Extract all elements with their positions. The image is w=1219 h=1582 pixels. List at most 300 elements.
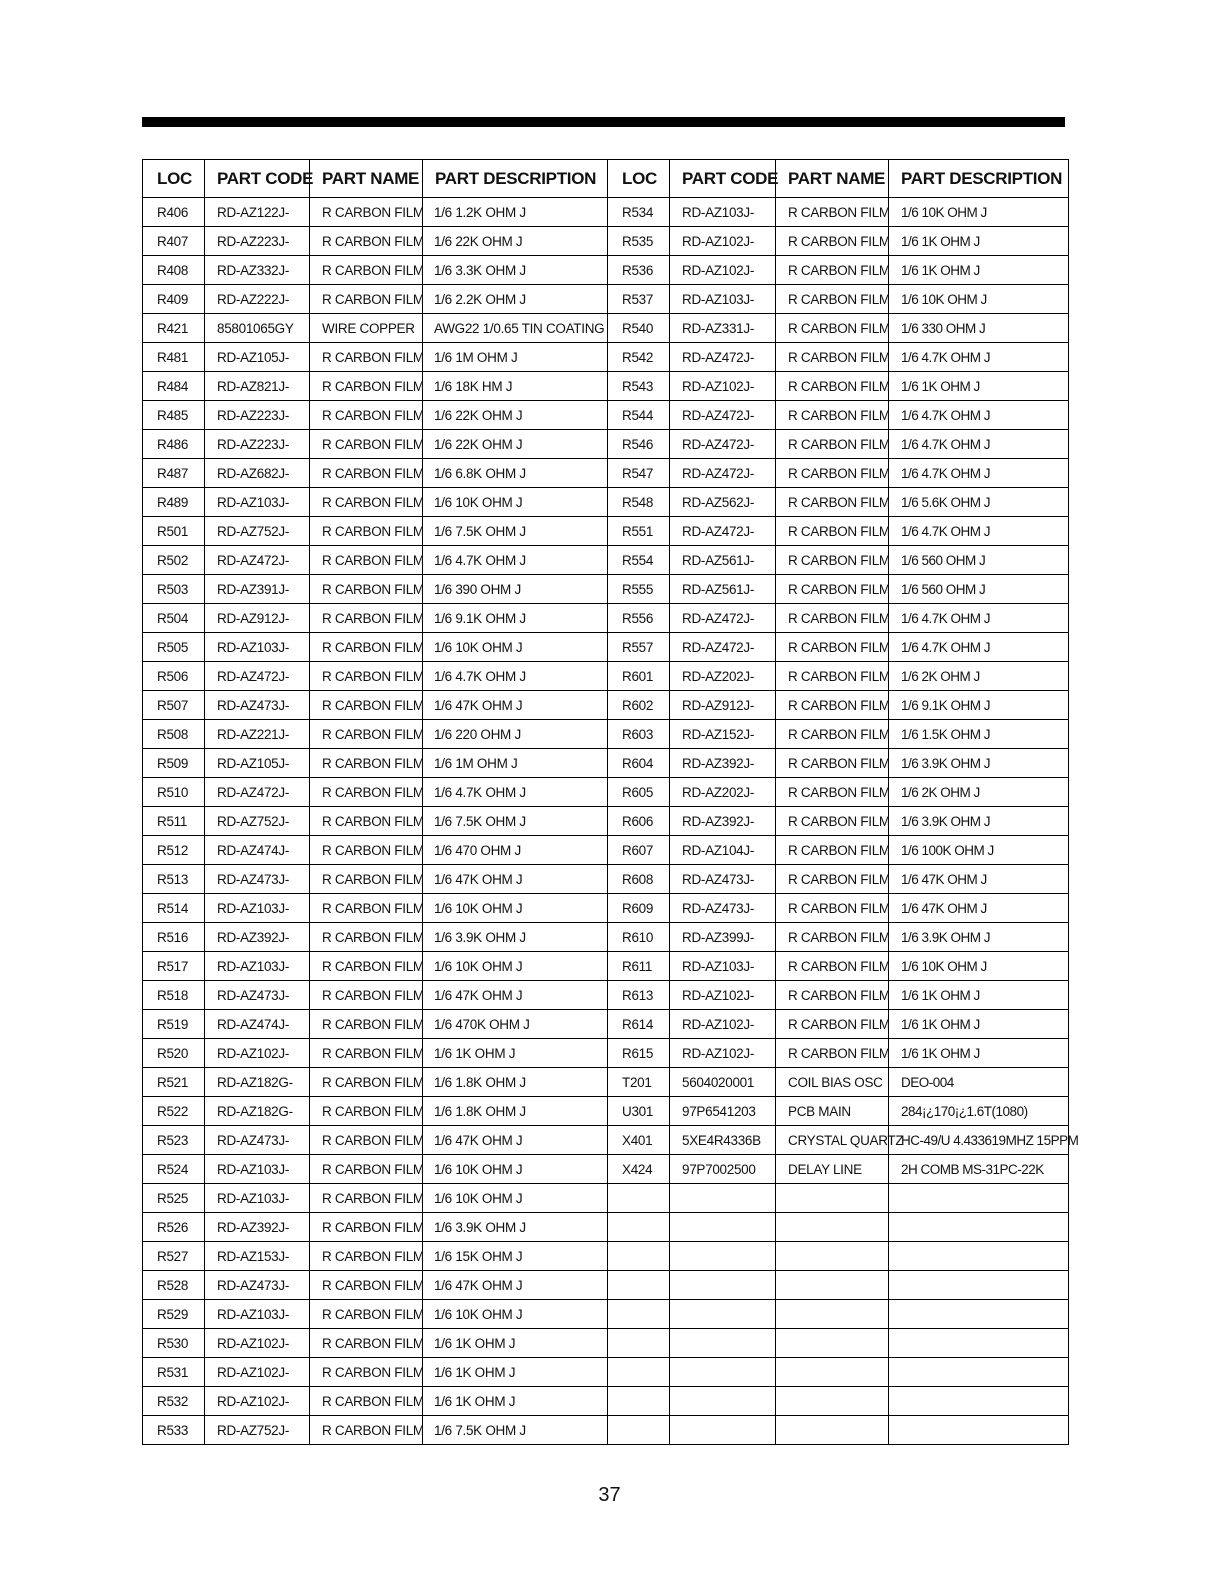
cell-part-name: R CARBON FILM — [310, 807, 423, 836]
header-part-description-right: PART DESCRIPTION — [889, 160, 1069, 198]
cell-part-name-right — [776, 1242, 889, 1271]
cell-loc: R527 — [143, 1242, 205, 1271]
header-part-description: PART DESCRIPTION — [423, 160, 608, 198]
cell-part-code: RD-AZ103J- — [205, 1300, 310, 1329]
cell-part-name-right — [776, 1358, 889, 1387]
cell-part-description-right: 1/6 10K OHM J — [889, 198, 1069, 227]
cell-part-name-right: R CARBON FILM — [776, 894, 889, 923]
cell-part-name: R CARBON FILM — [310, 575, 423, 604]
cell-part-code: RD-AZ223J- — [205, 227, 310, 256]
cell-part-code: RD-AZ821J- — [205, 372, 310, 401]
cell-part-name-right: PCB MAIN — [776, 1097, 889, 1126]
table-row — [143, 1387, 1069, 1416]
cell-part-code-right: RD-AZ472J- — [670, 343, 776, 372]
cell-loc: R524 — [143, 1155, 205, 1184]
cell-loc-right: R557 — [608, 633, 670, 662]
cell-part-name: R CARBON FILM — [310, 1416, 423, 1445]
cell-part-name: R CARBON FILM — [310, 865, 423, 894]
cell-part-description: 1/6 3.3K OHM J — [423, 256, 608, 285]
cell-part-code: RD-AZ102J- — [205, 1329, 310, 1358]
cell-part-code-right: RD-AZ472J- — [670, 517, 776, 546]
cell-part-description: 1/6 10K OHM J — [423, 1184, 608, 1213]
cell-part-description-right: DEO-004 — [889, 1068, 1069, 1097]
cell-part-description-right: 1/6 1.5K OHM J — [889, 720, 1069, 749]
cell-part-description: 1/6 1.8K OHM J — [423, 1097, 608, 1126]
cell-part-name-right: R CARBON FILM — [776, 662, 889, 691]
cell-part-name-right: R CARBON FILM — [776, 314, 889, 343]
cell-part-code-right: 5604020001 — [670, 1068, 776, 1097]
cell-loc: R522 — [143, 1097, 205, 1126]
cell-loc-right — [608, 1271, 670, 1300]
cell-part-code: RD-AZ103J- — [205, 894, 310, 923]
cell-part-code-right — [670, 1184, 776, 1213]
cell-part-name: R CARBON FILM — [310, 1358, 423, 1387]
cell-part-name-right: R CARBON FILM — [776, 575, 889, 604]
cell-part-code-right: RD-AZ472J- — [670, 633, 776, 662]
cell-loc-right: X424 — [608, 1155, 670, 1184]
cell-part-code-right: RD-AZ102J- — [670, 256, 776, 285]
cell-loc: R507 — [143, 691, 205, 720]
table-row — [143, 401, 1069, 430]
cell-loc-right: R555 — [608, 575, 670, 604]
table-row — [143, 343, 1069, 372]
table-row — [143, 1039, 1069, 1068]
cell-loc: R528 — [143, 1271, 205, 1300]
top-rule — [142, 117, 1065, 127]
cell-part-name: R CARBON FILM — [310, 1213, 423, 1242]
table-row — [143, 285, 1069, 314]
cell-part-description-right: 1/6 4.7K OHM J — [889, 343, 1069, 372]
cell-part-code: RD-AZ473J- — [205, 1126, 310, 1155]
cell-part-description-right: 1/6 4.7K OHM J — [889, 401, 1069, 430]
cell-part-description-right — [889, 1242, 1069, 1271]
table-row — [143, 1358, 1069, 1387]
table-row — [143, 517, 1069, 546]
cell-loc: R409 — [143, 285, 205, 314]
cell-part-description-right: 1/6 3.9K OHM J — [889, 749, 1069, 778]
cell-part-name: R CARBON FILM — [310, 1387, 423, 1416]
table-row — [143, 256, 1069, 285]
cell-part-name-right — [776, 1184, 889, 1213]
cell-loc: R520 — [143, 1039, 205, 1068]
cell-part-name: R CARBON FILM — [310, 430, 423, 459]
cell-loc-right: R610 — [608, 923, 670, 952]
cell-part-code-right: RD-AZ912J- — [670, 691, 776, 720]
cell-part-description: 1/6 22K OHM J — [423, 401, 608, 430]
cell-part-description: 1/6 3.9K OHM J — [423, 1213, 608, 1242]
cell-part-code-right: RD-AZ104J- — [670, 836, 776, 865]
cell-part-code: RD-AZ223J- — [205, 430, 310, 459]
cell-part-name: R CARBON FILM — [310, 778, 423, 807]
cell-part-code-right — [670, 1329, 776, 1358]
cell-part-name-right: R CARBON FILM — [776, 952, 889, 981]
cell-part-code-right: RD-AZ472J- — [670, 430, 776, 459]
cell-part-description: 1/6 10K OHM J — [423, 1155, 608, 1184]
table-row — [143, 198, 1069, 227]
cell-part-code: RD-AZ472J- — [205, 662, 310, 691]
cell-loc-right: R603 — [608, 720, 670, 749]
cell-part-name-right: R CARBON FILM — [776, 372, 889, 401]
cell-part-code-right: RD-AZ102J- — [670, 372, 776, 401]
cell-loc-right — [608, 1387, 670, 1416]
cell-part-name: R CARBON FILM — [310, 546, 423, 575]
cell-part-name-right: R CARBON FILM — [776, 546, 889, 575]
cell-part-name: WIRE COPPER — [310, 314, 423, 343]
cell-part-description: AWG22 1/0.65 TIN COATING — [423, 314, 608, 343]
cell-part-description: 1/6 47K OHM J — [423, 981, 608, 1010]
cell-part-name-right — [776, 1416, 889, 1445]
table-row — [143, 865, 1069, 894]
cell-part-name: R CARBON FILM — [310, 923, 423, 952]
cell-part-description-right: 1/6 3.9K OHM J — [889, 923, 1069, 952]
cell-part-name: R CARBON FILM — [310, 1184, 423, 1213]
cell-part-name: R CARBON FILM — [310, 749, 423, 778]
table-row — [143, 691, 1069, 720]
table-row — [143, 1271, 1069, 1300]
cell-part-name-right: R CARBON FILM — [776, 1039, 889, 1068]
cell-part-description: 1/6 10K OHM J — [423, 952, 608, 981]
cell-part-code-right — [670, 1416, 776, 1445]
cell-loc: R516 — [143, 923, 205, 952]
cell-part-code-right — [670, 1242, 776, 1271]
cell-part-name: R CARBON FILM — [310, 401, 423, 430]
cell-loc-right — [608, 1358, 670, 1387]
page-number: 37 — [598, 1484, 621, 1506]
table-row — [143, 662, 1069, 691]
cell-part-description-right: 1/6 4.7K OHM J — [889, 517, 1069, 546]
cell-part-name-right: R CARBON FILM — [776, 517, 889, 546]
cell-part-description: 1/6 470K OHM J — [423, 1010, 608, 1039]
cell-part-code-right: RD-AZ103J- — [670, 198, 776, 227]
cell-part-description: 1/6 7.5K OHM J — [423, 807, 608, 836]
cell-loc: R514 — [143, 894, 205, 923]
cell-part-name-right: R CARBON FILM — [776, 807, 889, 836]
cell-loc: R525 — [143, 1184, 205, 1213]
table-row — [143, 633, 1069, 662]
cell-loc-right: R613 — [608, 981, 670, 1010]
cell-part-name: R CARBON FILM — [310, 720, 423, 749]
cell-part-description-right: 1/6 9.1K OHM J — [889, 691, 1069, 720]
table-row — [143, 807, 1069, 836]
table-row — [143, 1184, 1069, 1213]
cell-part-name-right: R CARBON FILM — [776, 459, 889, 488]
cell-loc: R505 — [143, 633, 205, 662]
cell-part-code: RD-AZ102J- — [205, 1039, 310, 1068]
cell-part-name-right: R CARBON FILM — [776, 633, 889, 662]
cell-loc: R511 — [143, 807, 205, 836]
cell-part-name-right — [776, 1271, 889, 1300]
cell-part-name-right: R CARBON FILM — [776, 865, 889, 894]
cell-loc: R531 — [143, 1358, 205, 1387]
table-row — [143, 1329, 1069, 1358]
cell-loc-right: X401 — [608, 1126, 670, 1155]
cell-part-name: R CARBON FILM — [310, 372, 423, 401]
cell-part-name-right: R CARBON FILM — [776, 720, 889, 749]
header-loc: LOC — [143, 160, 205, 198]
cell-part-description-right: 1/6 3.9K OHM J — [889, 807, 1069, 836]
cell-part-code-right: RD-AZ399J- — [670, 923, 776, 952]
cell-part-description-right — [889, 1213, 1069, 1242]
cell-loc-right: R608 — [608, 865, 670, 894]
cell-part-code-right: RD-AZ392J- — [670, 749, 776, 778]
cell-part-code: RD-AZ103J- — [205, 488, 310, 517]
cell-loc: R521 — [143, 1068, 205, 1097]
cell-part-name-right — [776, 1387, 889, 1416]
cell-part-description-right — [889, 1300, 1069, 1329]
cell-loc-right: R611 — [608, 952, 670, 981]
table-row — [143, 430, 1069, 459]
cell-part-code-right — [670, 1358, 776, 1387]
cell-part-name: R CARBON FILM — [310, 227, 423, 256]
cell-part-code: RD-AZ102J- — [205, 1387, 310, 1416]
cell-part-code: RD-AZ105J- — [205, 343, 310, 372]
cell-part-code-right: RD-AZ561J- — [670, 575, 776, 604]
cell-part-name-right: R CARBON FILM — [776, 1010, 889, 1039]
cell-part-name: R CARBON FILM — [310, 1039, 423, 1068]
cell-part-description: 1/6 1M OHM J — [423, 343, 608, 372]
cell-part-name-right: R CARBON FILM — [776, 401, 889, 430]
cell-loc-right: R544 — [608, 401, 670, 430]
cell-part-code-right: RD-AZ392J- — [670, 807, 776, 836]
cell-part-code-right: RD-AZ331J- — [670, 314, 776, 343]
cell-part-description-right — [889, 1416, 1069, 1445]
cell-part-code: RD-AZ391J- — [205, 575, 310, 604]
cell-part-name-right — [776, 1329, 889, 1358]
cell-part-description-right: 1/6 10K OHM J — [889, 285, 1069, 314]
cell-part-description: 1/6 47K OHM J — [423, 1271, 608, 1300]
cell-part-description: 1/6 10K OHM J — [423, 633, 608, 662]
cell-loc: R513 — [143, 865, 205, 894]
cell-loc: R506 — [143, 662, 205, 691]
table-row — [143, 459, 1069, 488]
header-row — [143, 160, 1069, 198]
cell-part-description-right — [889, 1184, 1069, 1213]
cell-loc-right: R536 — [608, 256, 670, 285]
cell-part-name: R CARBON FILM — [310, 1010, 423, 1039]
cell-part-description: 1/6 1K OHM J — [423, 1387, 608, 1416]
cell-part-code-right: RD-AZ102J- — [670, 227, 776, 256]
cell-loc-right: R543 — [608, 372, 670, 401]
cell-part-description: 1/6 1K OHM J — [423, 1039, 608, 1068]
cell-loc-right: R604 — [608, 749, 670, 778]
cell-loc: R502 — [143, 546, 205, 575]
cell-loc-right: R551 — [608, 517, 670, 546]
cell-loc-right — [608, 1213, 670, 1242]
cell-part-description: 1/6 1.8K OHM J — [423, 1068, 608, 1097]
cell-part-description: 1/6 15K OHM J — [423, 1242, 608, 1271]
cell-part-code: RD-AZ102J- — [205, 1358, 310, 1387]
cell-part-name: R CARBON FILM — [310, 1271, 423, 1300]
cell-part-name-right: R CARBON FILM — [776, 285, 889, 314]
cell-part-code: RD-AZ474J- — [205, 1010, 310, 1039]
cell-part-description: 1/6 7.5K OHM J — [423, 1416, 608, 1445]
cell-part-description: 1/6 10K OHM J — [423, 488, 608, 517]
cell-part-name-right: R CARBON FILM — [776, 198, 889, 227]
cell-part-name: R CARBON FILM — [310, 1126, 423, 1155]
cell-part-code: RD-AZ103J- — [205, 1155, 310, 1184]
cell-part-description: 1/6 47K OHM J — [423, 865, 608, 894]
cell-loc-right: R602 — [608, 691, 670, 720]
cell-part-code-right: RD-AZ473J- — [670, 865, 776, 894]
cell-loc-right: R554 — [608, 546, 670, 575]
cell-part-description-right: 1/6 100K OHM J — [889, 836, 1069, 865]
cell-part-code: RD-AZ221J- — [205, 720, 310, 749]
cell-loc: R487 — [143, 459, 205, 488]
cell-loc: R519 — [143, 1010, 205, 1039]
cell-part-code-right: RD-AZ561J- — [670, 546, 776, 575]
cell-part-description-right: HC-49/U 4.433619MHZ 15PPM — [889, 1126, 1069, 1155]
cell-part-description-right — [889, 1358, 1069, 1387]
cell-part-name: R CARBON FILM — [310, 198, 423, 227]
table-row — [143, 1213, 1069, 1242]
cell-part-description-right: 1/6 560 OHM J — [889, 575, 1069, 604]
cell-part-description: 1/6 220 OHM J — [423, 720, 608, 749]
cell-part-description: 1/6 10K OHM J — [423, 1300, 608, 1329]
cell-part-code: RD-AZ223J- — [205, 401, 310, 430]
cell-part-code: RD-AZ153J- — [205, 1242, 310, 1271]
table-row — [143, 1126, 1069, 1155]
cell-part-code: 85801065GY — [205, 314, 310, 343]
cell-part-code-right: RD-AZ472J- — [670, 459, 776, 488]
table-row — [143, 227, 1069, 256]
cell-part-description-right — [889, 1387, 1069, 1416]
cell-loc-right: R614 — [608, 1010, 670, 1039]
cell-part-name-right: R CARBON FILM — [776, 256, 889, 285]
cell-loc: R512 — [143, 836, 205, 865]
cell-loc: R508 — [143, 720, 205, 749]
cell-part-name-right — [776, 1300, 889, 1329]
cell-part-code-right: RD-AZ202J- — [670, 778, 776, 807]
cell-loc: R517 — [143, 952, 205, 981]
cell-part-code-right: RD-AZ102J- — [670, 1010, 776, 1039]
cell-loc-right — [608, 1300, 670, 1329]
cell-part-description: 1/6 390 OHM J — [423, 575, 608, 604]
cell-part-name: R CARBON FILM — [310, 1097, 423, 1126]
header-part-code: PART CODE — [205, 160, 310, 198]
cell-part-description-right: 1/6 10K OHM J — [889, 952, 1069, 981]
cell-loc-right — [608, 1416, 670, 1445]
cell-part-code-right: RD-AZ102J- — [670, 981, 776, 1010]
cell-part-description: 1/6 470 OHM J — [423, 836, 608, 865]
cell-loc-right: R615 — [608, 1039, 670, 1068]
cell-part-name-right: CRYSTAL QUARTZ — [776, 1126, 889, 1155]
cell-loc: R533 — [143, 1416, 205, 1445]
cell-loc: R526 — [143, 1213, 205, 1242]
cell-part-code: RD-AZ222J- — [205, 285, 310, 314]
cell-loc: R481 — [143, 343, 205, 372]
cell-part-name-right: COIL BIAS OSC — [776, 1068, 889, 1097]
cell-part-code: RD-AZ912J- — [205, 604, 310, 633]
cell-part-description: 1/6 18K HM J — [423, 372, 608, 401]
cell-loc-right: R606 — [608, 807, 670, 836]
cell-part-code-right: RD-AZ102J- — [670, 1039, 776, 1068]
cell-part-description: 1/6 10K OHM J — [423, 894, 608, 923]
cell-part-description-right: 1/6 5.6K OHM J — [889, 488, 1069, 517]
cell-part-description-right: 1/6 2K OHM J — [889, 662, 1069, 691]
cell-part-code-right: RD-AZ103J- — [670, 952, 776, 981]
cell-part-code-right — [670, 1271, 776, 1300]
cell-part-code-right — [670, 1213, 776, 1242]
cell-loc: R518 — [143, 981, 205, 1010]
cell-part-description: 1/6 9.1K OHM J — [423, 604, 608, 633]
table-row — [143, 1010, 1069, 1039]
table-row — [143, 923, 1069, 952]
cell-part-description-right: 1/6 1K OHM J — [889, 1039, 1069, 1068]
cell-part-code-right: 5XE4R4336B — [670, 1126, 776, 1155]
table-row — [143, 1068, 1069, 1097]
cell-loc-right: R548 — [608, 488, 670, 517]
cell-part-name: R CARBON FILM — [310, 836, 423, 865]
cell-loc-right: R537 — [608, 285, 670, 314]
cell-part-code-right — [670, 1387, 776, 1416]
cell-loc: R503 — [143, 575, 205, 604]
cell-part-code-right — [670, 1300, 776, 1329]
cell-part-description-right: 1/6 1K OHM J — [889, 981, 1069, 1010]
cell-loc-right — [608, 1184, 670, 1213]
cell-part-name-right: R CARBON FILM — [776, 778, 889, 807]
cell-part-description: 1/6 47K OHM J — [423, 1126, 608, 1155]
table-row — [143, 981, 1069, 1010]
cell-part-description: 1/6 4.7K OHM J — [423, 778, 608, 807]
table-row — [143, 749, 1069, 778]
cell-loc-right: U301 — [608, 1097, 670, 1126]
cell-loc-right: R540 — [608, 314, 670, 343]
cell-loc-right: R547 — [608, 459, 670, 488]
cell-loc-right: R546 — [608, 430, 670, 459]
cell-part-name-right: R CARBON FILM — [776, 604, 889, 633]
cell-part-code-right: RD-AZ103J- — [670, 285, 776, 314]
cell-part-name: R CARBON FILM — [310, 604, 423, 633]
table-row — [143, 1097, 1069, 1126]
cell-part-code: RD-AZ472J- — [205, 778, 310, 807]
table-row — [143, 546, 1069, 575]
cell-part-code: RD-AZ473J- — [205, 981, 310, 1010]
cell-part-description: 1/6 4.7K OHM J — [423, 546, 608, 575]
cell-part-name: R CARBON FILM — [310, 256, 423, 285]
cell-part-name: R CARBON FILM — [310, 285, 423, 314]
cell-part-code: RD-AZ182G- — [205, 1097, 310, 1126]
cell-part-name: R CARBON FILM — [310, 1329, 423, 1358]
cell-loc: R485 — [143, 401, 205, 430]
cell-part-description: 1/6 6.8K OHM J — [423, 459, 608, 488]
cell-part-code: RD-AZ473J- — [205, 1271, 310, 1300]
table-row — [143, 952, 1069, 981]
table-row — [143, 488, 1069, 517]
cell-part-name: R CARBON FILM — [310, 1300, 423, 1329]
cell-part-code: RD-AZ752J- — [205, 807, 310, 836]
table-row — [143, 1242, 1069, 1271]
table-row — [143, 314, 1069, 343]
cell-part-name: R CARBON FILM — [310, 662, 423, 691]
cell-part-description: 1/6 22K OHM J — [423, 227, 608, 256]
cell-part-description: 1/6 1K OHM J — [423, 1358, 608, 1387]
cell-loc: R486 — [143, 430, 205, 459]
table-row — [143, 720, 1069, 749]
cell-part-name-right: R CARBON FILM — [776, 343, 889, 372]
cell-part-code: RD-AZ752J- — [205, 517, 310, 546]
cell-loc-right: R601 — [608, 662, 670, 691]
cell-part-description: 1/6 1K OHM J — [423, 1329, 608, 1358]
cell-loc-right — [608, 1242, 670, 1271]
cell-loc: R501 — [143, 517, 205, 546]
cell-part-description-right: 1/6 2K OHM J — [889, 778, 1069, 807]
table-row — [143, 1300, 1069, 1329]
cell-part-code: RD-AZ682J- — [205, 459, 310, 488]
cell-part-code: RD-AZ392J- — [205, 923, 310, 952]
cell-part-description-right: 1/6 1K OHM J — [889, 1010, 1069, 1039]
cell-part-description-right: 1/6 4.7K OHM J — [889, 633, 1069, 662]
header-part-name-right: PART NAME — [776, 160, 889, 198]
